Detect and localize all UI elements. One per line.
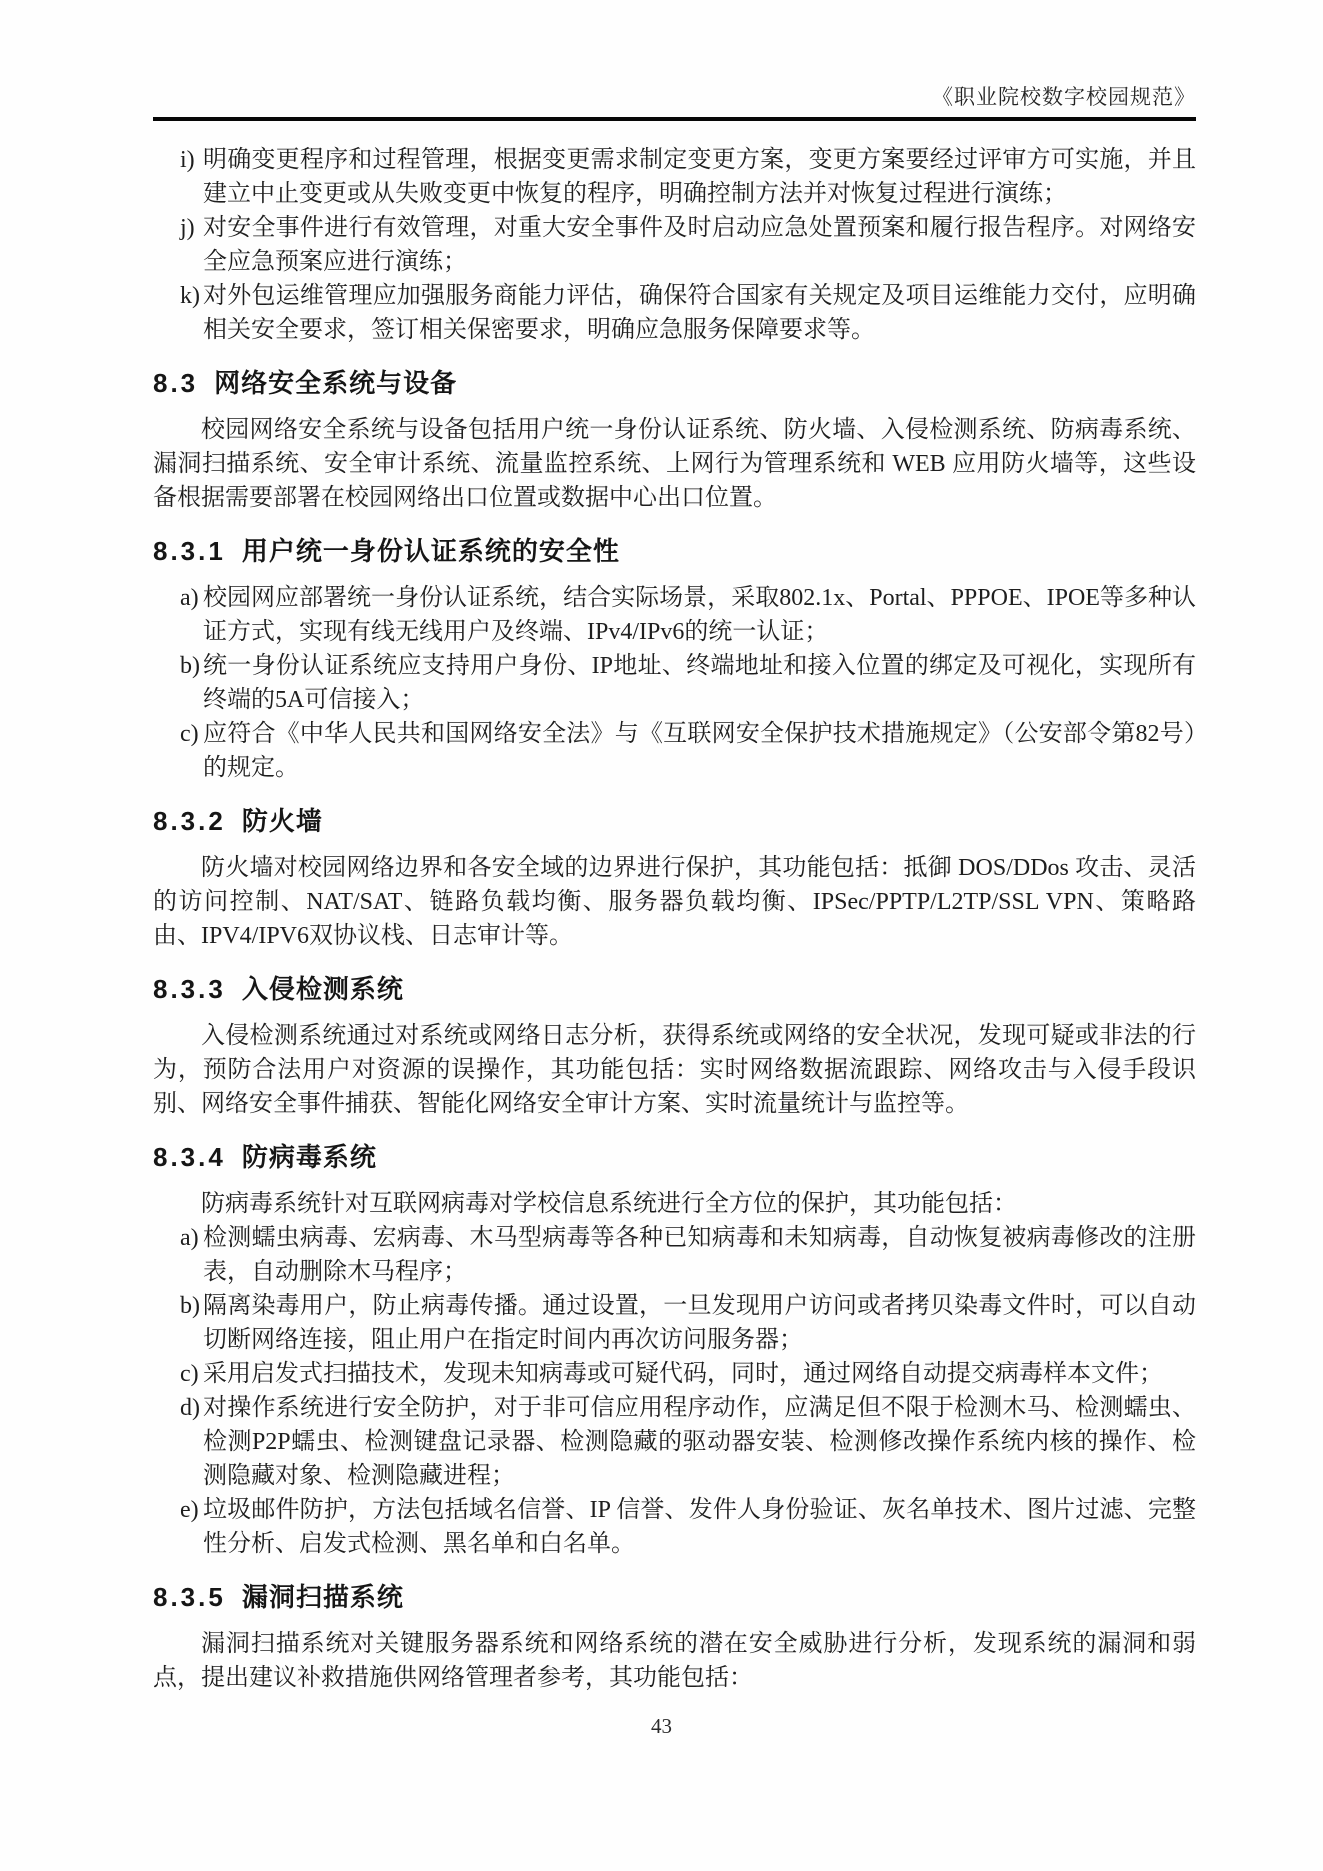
document-body bbox=[153, 143, 1196, 1695]
list-item-label: i) bbox=[180, 147, 195, 173]
list-item bbox=[153, 1493, 1196, 1561]
section-heading bbox=[153, 533, 1196, 569]
paragraph: 入侵检测系统通过对系统或网络日志分析，获得系统或网络的安全状况，发现可疑或非法的行为，预防合法用户对资源的误操作，其功能包括：实时网络数据流跟踪、网络攻击与入侵手段识别、网络安全事件捕获、智能化网络安全审计方案、实时流量统计与监控等。 bbox=[153, 1023, 1196, 1117]
list-item-text: 统一身份认证系统应支持用户身份、IP地址、终端地址和接入位置的绑定及可视化，实现所有终端的5A可信接入； bbox=[203, 653, 1196, 713]
heading-text: 防火墙 bbox=[241, 806, 323, 836]
heading-text: 入侵检测系统 bbox=[241, 974, 404, 1004]
paragraph: 防病毒系统针对互联网病毒对学校信息系统进行全方位的保护，其功能包括： bbox=[201, 1191, 1017, 1217]
list-item-label: k) bbox=[180, 283, 200, 309]
list-item bbox=[153, 1221, 1196, 1289]
text-column bbox=[153, 0, 1196, 1695]
page-header bbox=[153, 0, 1196, 121]
list-item-text: 校园网应部署统一身份认证系统，结合实际场景，采取802.1x、Portal、PPPOE、IPOE等多种认证方式，实现有线无线用户及终端、IPv4/IPv6的统一认证； bbox=[203, 585, 1196, 645]
list-item bbox=[153, 279, 1196, 347]
list-item-text: 垃圾邮件防护，方法包括域名信誉、IP 信誉、发件人身份验证、灰名单技术、图片过滤、完整性分析、启发式检测、黑名单和白名单。 bbox=[203, 1497, 1196, 1557]
list-item-label: b) bbox=[180, 1293, 200, 1319]
list-item-label: j) bbox=[180, 215, 195, 241]
heading-text: 用户统一身份认证系统的安全性 bbox=[241, 536, 620, 566]
list-item-label: d) bbox=[180, 1395, 200, 1421]
section-heading bbox=[153, 365, 1196, 401]
list-item bbox=[153, 1357, 1196, 1391]
list-item bbox=[153, 1289, 1196, 1357]
list-item bbox=[153, 143, 1196, 211]
heading-number: 8.3.2 bbox=[153, 806, 226, 836]
list-item-label: e) bbox=[180, 1497, 199, 1523]
heading-text: 防病毒系统 bbox=[241, 1142, 377, 1172]
list-item-text: 应符合《中华人民共和国网络安全法》与《互联网安全保护技术措施规定》（公安部令第82号）的规定。 bbox=[203, 721, 1196, 781]
heading-number: 8.3.5 bbox=[153, 1582, 226, 1612]
list-item bbox=[153, 1391, 1196, 1493]
list-item-label: c) bbox=[180, 721, 199, 747]
heading-text: 漏洞扫描系统 bbox=[241, 1582, 404, 1612]
list-item-text: 采用启发式扫描技术，发现未知病毒或可疑代码，同时，通过网络自动提交病毒样本文件； bbox=[203, 1361, 1163, 1387]
heading-number: 8.3.4 bbox=[153, 1142, 226, 1172]
list-item-text: 明确变更程序和过程管理，根据变更需求制定变更方案，变更方案要经过评审方可实施，并且建立中止变更或从失败变更中恢复的程序，明确控制方法并对恢复过程进行演练； bbox=[203, 147, 1196, 207]
heading-number: 8.3.1 bbox=[153, 536, 226, 566]
ordered-list bbox=[153, 1221, 1196, 1561]
list-item-label: a) bbox=[180, 1225, 199, 1251]
list-item-text: 对操作系统进行安全防护，对于非可信应用程序动作，应满足但不限于检测木马、检测蠕虫、检测P2P蠕虫、检测键盘记录器、检测隐藏的驱动器安装、检测修改操作系统内核的操作、检测隐藏对象、检测隐藏进程； bbox=[203, 1395, 1196, 1489]
list-item bbox=[153, 581, 1196, 649]
section-heading bbox=[153, 803, 1196, 839]
paragraph: 校园网络安全系统与设备包括用户统一身份认证系统、防火墙、入侵检测系统、防病毒系统、漏洞扫描系统、安全审计系统、流量监控系统、上网行为管理系统和 WEB 应用防火墙等，这些设备根据需要部署在校园网络出口位置或数据中心出口位置。 bbox=[153, 417, 1196, 511]
heading-number: 8.3.3 bbox=[153, 974, 226, 1004]
heading-number: 8.3 bbox=[153, 368, 199, 398]
list-item bbox=[153, 649, 1196, 717]
section-heading bbox=[153, 1579, 1196, 1615]
list-item bbox=[153, 211, 1196, 279]
ordered-list bbox=[153, 581, 1196, 785]
list-item-text: 对外包运维管理应加强服务商能力评估，确保符合国家有关规定及项目运维能力交付，应明确相关安全要求，签订相关保密要求，明确应急服务保障要求等。 bbox=[203, 283, 1196, 343]
section-heading bbox=[153, 1139, 1196, 1175]
list-item-text: 检测蠕虫病毒、宏病毒、木马型病毒等各种已知病毒和未知病毒，自动恢复被病毒修改的注册表，自动删除木马程序； bbox=[203, 1225, 1196, 1285]
header-rule bbox=[153, 117, 1196, 121]
list-item-label: c) bbox=[180, 1361, 199, 1387]
list-item bbox=[153, 717, 1196, 785]
running-header-title: 《职业院校数字校园规范》 bbox=[932, 85, 1196, 109]
paragraph: 漏洞扫描系统对关键服务器系统和网络系统的潜在安全威胁进行分析，发现系统的漏洞和弱点，提出建议补救措施供网络管理者参考，其功能包括： bbox=[153, 1631, 1196, 1691]
list-item-label: b) bbox=[180, 653, 200, 679]
ordered-list bbox=[153, 143, 1196, 347]
heading-text: 网络安全系统与设备 bbox=[214, 368, 458, 398]
page-footer bbox=[0, 1714, 1323, 1739]
paragraph: 防火墙对校园网络边界和各安全域的边界进行保护，其功能包括：抵御 DOS/DDos 攻击、灵活的访问控制、NAT/SAT、链路负载均衡、服务器负载均衡、IPSec/PPTP/L2TP/SSL VPN、策略路由、IPV4/IPV6双协议栈、日志审计等。 bbox=[153, 855, 1196, 949]
list-item-text: 隔离染毒用户，防止病毒传播。通过设置，一旦发现用户访问或者拷贝染毒文件时，可以自动切断网络连接，阻止用户在指定时间内再次访问服务器； bbox=[203, 1293, 1196, 1353]
list-item-label: a) bbox=[180, 585, 199, 611]
page-number: 43 bbox=[651, 1714, 672, 1738]
list-item-text: 对安全事件进行有效管理，对重大安全事件及时启动应急处置预案和履行报告程序。对网络安全应急预案应进行演练； bbox=[203, 215, 1196, 275]
section-heading bbox=[153, 971, 1196, 1007]
